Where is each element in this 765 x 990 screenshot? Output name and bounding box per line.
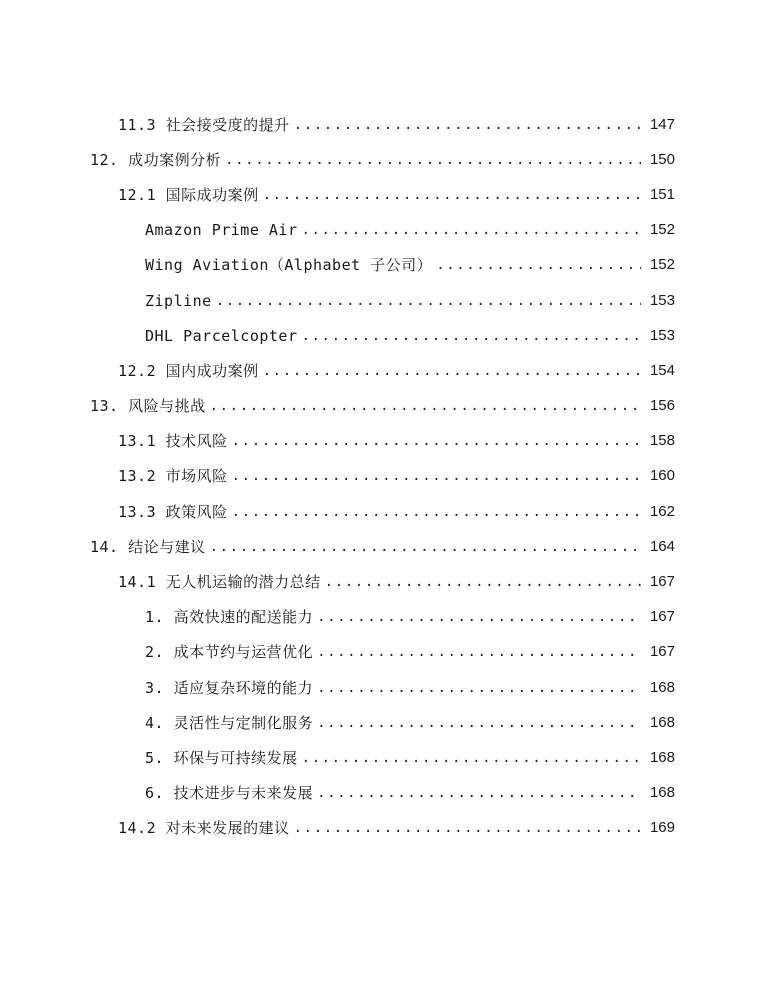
toc-page-number: 150 [649, 150, 675, 168]
toc-page-number: 153 [649, 326, 675, 344]
toc-entry[interactable] [0, 776, 765, 811]
toc-dot-leader [263, 361, 641, 381]
toc-dot-leader [317, 713, 641, 733]
toc-entry[interactable] [0, 248, 765, 283]
toc-entry[interactable] [0, 213, 765, 248]
toc-dot-leader [436, 255, 641, 275]
toc-page-number: 154 [649, 361, 675, 379]
toc-entry[interactable] [0, 353, 765, 388]
toc-entry[interactable] [0, 811, 765, 846]
toc-entry[interactable] [0, 107, 765, 142]
toc-page-number: 151 [649, 185, 675, 203]
toc-entry-title: 12. 成功案例分析 [90, 150, 222, 169]
toc-entry-title: 2. 成本节约与运营优化 [145, 643, 314, 662]
toc-entry[interactable] [0, 740, 765, 775]
toc-entry[interactable] [0, 177, 765, 212]
toc-page-number: 162 [649, 502, 675, 520]
toc-dot-leader [210, 396, 641, 416]
toc-page-number: 156 [649, 397, 675, 415]
toc-dot-leader [232, 431, 641, 451]
toc-entry[interactable] [0, 635, 765, 670]
toc-entry-title: Amazon Prime Air [145, 221, 298, 240]
toc-entry[interactable] [0, 564, 765, 599]
toc-dot-leader [232, 502, 641, 522]
toc-entry[interactable] [0, 670, 765, 705]
toc-entry[interactable] [0, 142, 765, 177]
toc-page-number: 168 [649, 784, 675, 802]
toc-entry-title: 4. 灵活性与定制化服务 [145, 713, 314, 732]
toc-dot-leader [210, 537, 641, 557]
toc-entry-title: 14.1 无人机运输的潜力总结 [118, 573, 321, 592]
toc-dot-leader [325, 572, 641, 592]
toc-dot-leader [263, 185, 641, 205]
toc-entry-title: DHL Parcelcopter [145, 326, 298, 345]
toc-page-number: 152 [649, 256, 675, 274]
toc-entry[interactable] [0, 389, 765, 424]
table-of-contents [0, 107, 765, 846]
toc-page-number: 152 [649, 221, 675, 239]
toc-dot-leader [317, 607, 641, 627]
toc-entry-title: 12.1 国际成功案例 [118, 185, 259, 204]
toc-page-number: 168 [649, 713, 675, 731]
toc-dot-leader [225, 150, 641, 170]
toc-entry[interactable] [0, 600, 765, 635]
toc-entry-title: 14. 结论与建议 [90, 537, 206, 556]
toc-entry[interactable] [0, 283, 765, 318]
toc-page-number: 164 [649, 537, 675, 555]
toc-entry-title: Zipline [145, 291, 212, 310]
toc-dot-leader [317, 642, 641, 662]
toc-page-number: 167 [649, 573, 675, 591]
toc-entry[interactable] [0, 529, 765, 564]
toc-dot-leader [302, 220, 642, 240]
toc-entry[interactable] [0, 705, 765, 740]
toc-entry-title: 13.3 政策风险 [118, 502, 228, 521]
toc-dot-leader [302, 748, 641, 768]
toc-page-number: 158 [649, 432, 675, 450]
toc-page-number: 169 [649, 819, 675, 837]
toc-entry-title: 13. 风险与挑战 [90, 397, 206, 416]
toc-dot-leader [232, 466, 641, 486]
toc-entry-title: 13.2 市场风险 [118, 467, 228, 486]
toc-entry-title: Wing Aviation（Alphabet 子公司） [145, 256, 433, 275]
toc-page-number: 153 [649, 291, 675, 309]
toc-dot-leader [317, 678, 641, 698]
toc-entry[interactable] [0, 318, 765, 353]
toc-dot-leader [294, 818, 641, 838]
toc-entry[interactable] [0, 424, 765, 459]
toc-page-number: 147 [649, 115, 675, 133]
toc-dot-leader [216, 291, 641, 311]
toc-entry[interactable] [0, 459, 765, 494]
toc-dot-leader [302, 326, 642, 346]
toc-page-number: 168 [649, 678, 675, 696]
toc-dot-leader [294, 115, 641, 135]
toc-entry-title: 14.2 对未来发展的建议 [118, 819, 290, 838]
toc-entry-title: 6. 技术进步与未来发展 [145, 784, 314, 803]
toc-page-number: 167 [649, 643, 675, 661]
toc-entry-title: 5. 环保与可持续发展 [145, 748, 298, 767]
toc-entry[interactable] [0, 494, 765, 529]
toc-page-number: 160 [649, 467, 675, 485]
toc-page-number: 168 [649, 748, 675, 766]
toc-entry-title: 3. 适应复杂环境的能力 [145, 678, 314, 697]
toc-entry-title: 12.2 国内成功案例 [118, 361, 259, 380]
toc-entry-title: 11.3 社会接受度的提升 [118, 115, 290, 134]
toc-page-number: 167 [649, 608, 675, 626]
toc-entry-title: 13.1 技术风险 [118, 432, 228, 451]
toc-entry-title: 1. 高效快速的配送能力 [145, 608, 314, 627]
toc-dot-leader [317, 783, 641, 803]
